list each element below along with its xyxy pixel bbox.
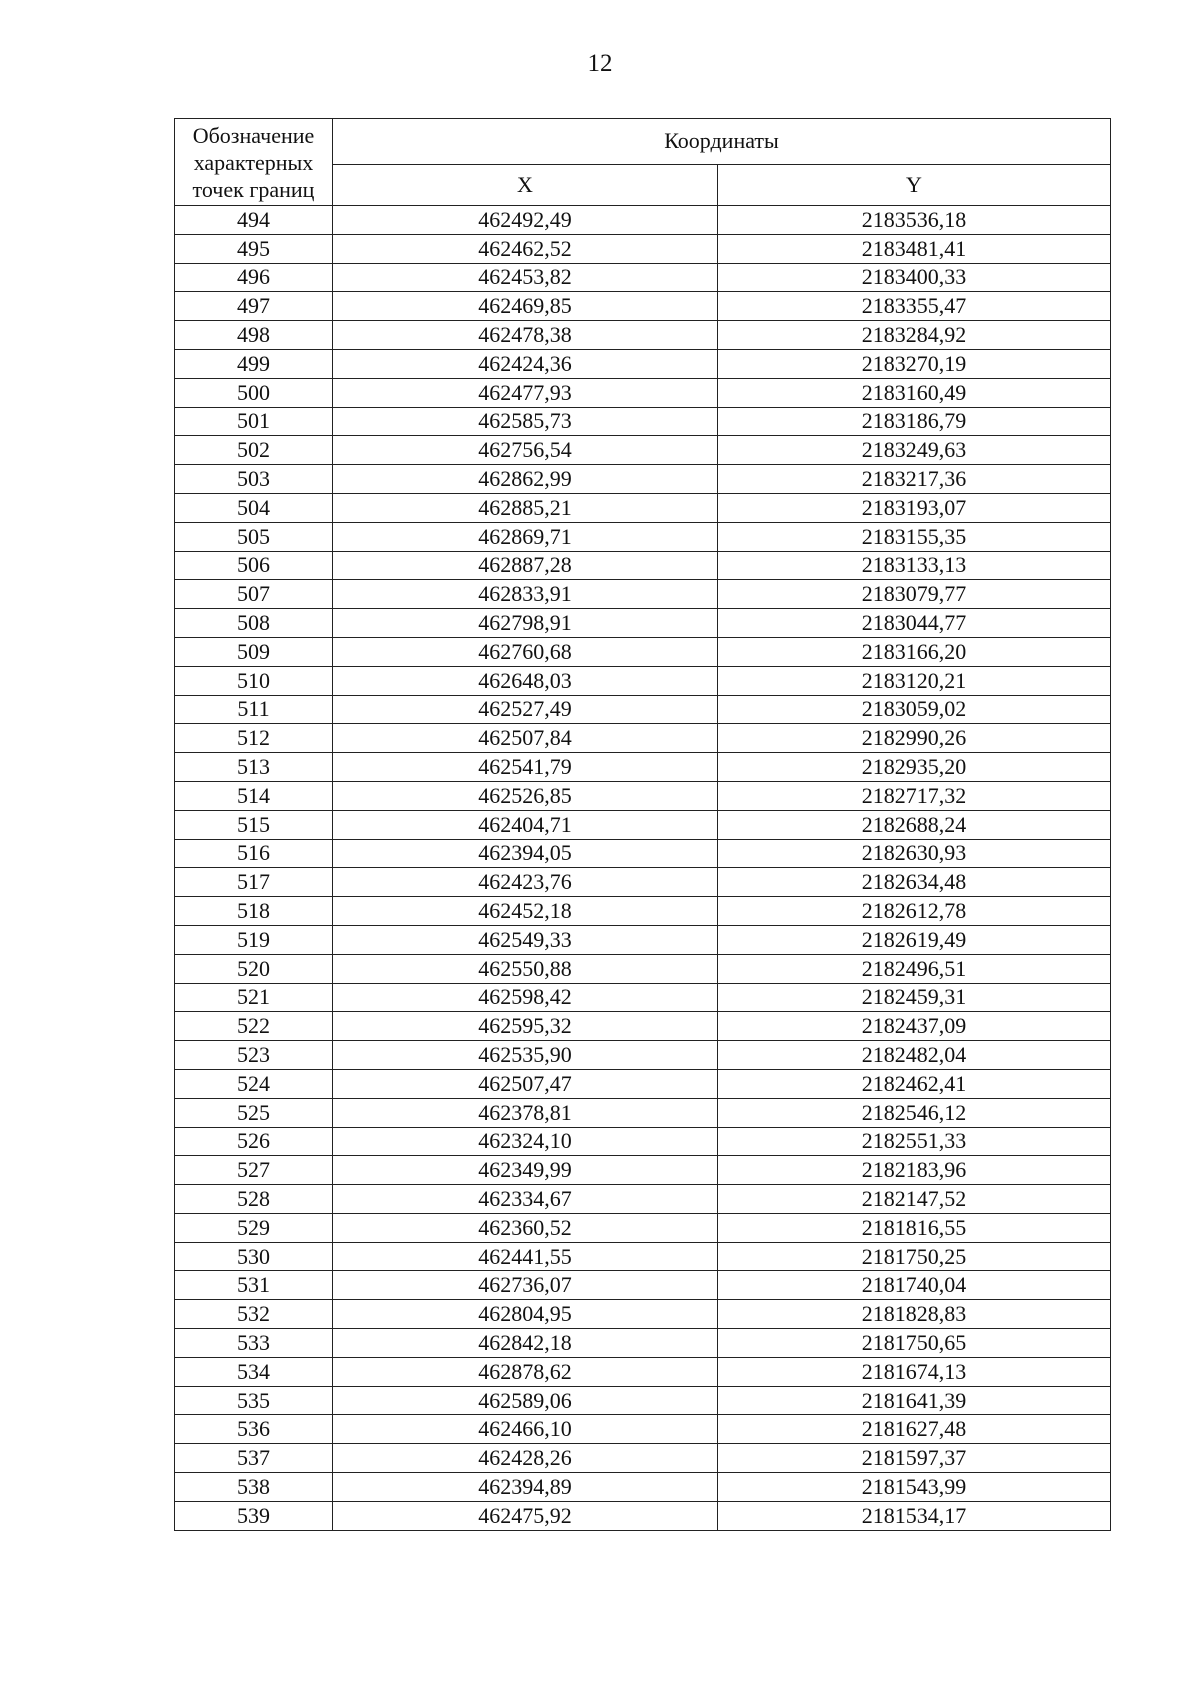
y-coordinate-cell: 2183193,07 xyxy=(718,493,1111,522)
y-coordinate-cell: 2181674,13 xyxy=(718,1357,1111,1386)
x-coordinate-cell: 462423,76 xyxy=(333,868,718,897)
point-number-cell: 504 xyxy=(175,493,333,522)
point-number-cell: 526 xyxy=(175,1127,333,1156)
table-row xyxy=(175,1041,1111,1070)
header-designation: Обозначение характерных точек границ xyxy=(175,119,333,206)
x-coordinate-cell: 462360,52 xyxy=(333,1213,718,1242)
y-coordinate-cell: 2182630,93 xyxy=(718,839,1111,868)
table-row xyxy=(175,810,1111,839)
y-coordinate-cell: 2181597,37 xyxy=(718,1444,1111,1473)
point-number-cell: 503 xyxy=(175,465,333,494)
table-row xyxy=(175,1185,1111,1214)
point-number-cell: 507 xyxy=(175,580,333,609)
y-coordinate-cell: 2183270,19 xyxy=(718,349,1111,378)
table-row xyxy=(175,1271,1111,1300)
point-number-cell: 496 xyxy=(175,263,333,292)
table-row xyxy=(175,321,1111,350)
y-coordinate-cell: 2183166,20 xyxy=(718,637,1111,666)
table-row xyxy=(175,206,1111,235)
x-coordinate-cell: 462452,18 xyxy=(333,897,718,926)
point-number-cell: 501 xyxy=(175,407,333,436)
x-coordinate-cell: 462469,85 xyxy=(333,292,718,321)
point-number-cell: 521 xyxy=(175,983,333,1012)
point-number-cell: 539 xyxy=(175,1501,333,1530)
table-row xyxy=(175,666,1111,695)
table-row xyxy=(175,349,1111,378)
table-row xyxy=(175,551,1111,580)
x-coordinate-cell: 462595,32 xyxy=(333,1012,718,1041)
point-number-cell: 528 xyxy=(175,1185,333,1214)
y-coordinate-cell: 2182634,48 xyxy=(718,868,1111,897)
y-coordinate-cell: 2181816,55 xyxy=(718,1213,1111,1242)
x-coordinate-cell: 462589,06 xyxy=(333,1386,718,1415)
x-coordinate-cell: 462541,79 xyxy=(333,753,718,782)
table-row xyxy=(175,436,1111,465)
table-row xyxy=(175,407,1111,436)
table-row xyxy=(175,580,1111,609)
point-number-cell: 535 xyxy=(175,1386,333,1415)
point-number-cell: 531 xyxy=(175,1271,333,1300)
point-number-cell: 498 xyxy=(175,321,333,350)
x-coordinate-cell: 462833,91 xyxy=(333,580,718,609)
y-coordinate-cell: 2181740,04 xyxy=(718,1271,1111,1300)
y-coordinate-cell: 2183355,47 xyxy=(718,292,1111,321)
point-number-cell: 527 xyxy=(175,1156,333,1185)
table-row xyxy=(175,1329,1111,1358)
table-row xyxy=(175,1300,1111,1329)
x-coordinate-cell: 462404,71 xyxy=(333,810,718,839)
x-coordinate-cell: 462453,82 xyxy=(333,263,718,292)
point-number-cell: 516 xyxy=(175,839,333,868)
table-row xyxy=(175,724,1111,753)
y-coordinate-cell: 2183217,36 xyxy=(718,465,1111,494)
x-coordinate-cell: 462324,10 xyxy=(333,1127,718,1156)
table-body xyxy=(175,206,1111,1531)
point-number-cell: 502 xyxy=(175,436,333,465)
table-row xyxy=(175,1012,1111,1041)
table-row xyxy=(175,868,1111,897)
point-number-cell: 538 xyxy=(175,1473,333,1502)
y-coordinate-cell: 2182437,09 xyxy=(718,1012,1111,1041)
point-number-cell: 537 xyxy=(175,1444,333,1473)
table-row xyxy=(175,695,1111,724)
table-row xyxy=(175,897,1111,926)
point-number-cell: 536 xyxy=(175,1415,333,1444)
point-number-cell: 512 xyxy=(175,724,333,753)
y-coordinate-cell: 2181543,99 xyxy=(718,1473,1111,1502)
table-row xyxy=(175,465,1111,494)
table-row xyxy=(175,493,1111,522)
x-coordinate-cell: 462598,42 xyxy=(333,983,718,1012)
y-coordinate-cell: 2182482,04 xyxy=(718,1041,1111,1070)
y-coordinate-cell: 2181534,17 xyxy=(718,1501,1111,1530)
point-number-cell: 522 xyxy=(175,1012,333,1041)
table-row xyxy=(175,1357,1111,1386)
x-coordinate-cell: 462349,99 xyxy=(333,1156,718,1185)
point-number-cell: 509 xyxy=(175,637,333,666)
point-number-cell: 524 xyxy=(175,1069,333,1098)
y-coordinate-cell: 2183155,35 xyxy=(718,522,1111,551)
y-coordinate-cell: 2182183,96 xyxy=(718,1156,1111,1185)
y-coordinate-cell: 2182147,52 xyxy=(718,1185,1111,1214)
x-coordinate-cell: 462887,28 xyxy=(333,551,718,580)
table-row xyxy=(175,839,1111,868)
y-coordinate-cell: 2181750,25 xyxy=(718,1242,1111,1271)
x-coordinate-cell: 462527,49 xyxy=(333,695,718,724)
y-coordinate-cell: 2183160,49 xyxy=(718,378,1111,407)
x-coordinate-cell: 462394,89 xyxy=(333,1473,718,1502)
point-number-cell: 519 xyxy=(175,925,333,954)
point-number-cell: 530 xyxy=(175,1242,333,1271)
y-coordinate-cell: 2183536,18 xyxy=(718,206,1111,235)
table-row xyxy=(175,1501,1111,1530)
x-coordinate-cell: 462549,33 xyxy=(333,925,718,954)
y-coordinate-cell: 2183400,33 xyxy=(718,263,1111,292)
table-row xyxy=(175,925,1111,954)
x-coordinate-cell: 462507,47 xyxy=(333,1069,718,1098)
y-coordinate-cell: 2181627,48 xyxy=(718,1415,1111,1444)
header-y: Y xyxy=(718,164,1111,205)
point-number-cell: 511 xyxy=(175,695,333,724)
point-number-cell: 506 xyxy=(175,551,333,580)
x-coordinate-cell: 462535,90 xyxy=(333,1041,718,1070)
x-coordinate-cell: 462477,93 xyxy=(333,378,718,407)
x-coordinate-cell: 462550,88 xyxy=(333,954,718,983)
point-number-cell: 495 xyxy=(175,234,333,263)
x-coordinate-cell: 462475,92 xyxy=(333,1501,718,1530)
x-coordinate-cell: 462334,67 xyxy=(333,1185,718,1214)
y-coordinate-cell: 2183059,02 xyxy=(718,695,1111,724)
x-coordinate-cell: 462736,07 xyxy=(333,1271,718,1300)
point-number-cell: 523 xyxy=(175,1041,333,1070)
coordinates-table xyxy=(174,118,1111,1531)
table-row xyxy=(175,234,1111,263)
table-header xyxy=(175,119,1111,206)
x-coordinate-cell: 462878,62 xyxy=(333,1357,718,1386)
x-coordinate-cell: 462648,03 xyxy=(333,666,718,695)
point-number-cell: 497 xyxy=(175,292,333,321)
table-row xyxy=(175,1386,1111,1415)
x-coordinate-cell: 462585,73 xyxy=(333,407,718,436)
table-row xyxy=(175,637,1111,666)
y-coordinate-cell: 2183079,77 xyxy=(718,580,1111,609)
table-row xyxy=(175,1444,1111,1473)
table-row xyxy=(175,954,1111,983)
y-coordinate-cell: 2181641,39 xyxy=(718,1386,1111,1415)
y-coordinate-cell: 2181750,65 xyxy=(718,1329,1111,1358)
header-x: X xyxy=(333,164,718,205)
table-row xyxy=(175,1098,1111,1127)
x-coordinate-cell: 462798,91 xyxy=(333,609,718,638)
x-coordinate-cell: 462885,21 xyxy=(333,493,718,522)
y-coordinate-cell: 2182717,32 xyxy=(718,781,1111,810)
point-number-cell: 518 xyxy=(175,897,333,926)
y-coordinate-cell: 2182612,78 xyxy=(718,897,1111,926)
point-number-cell: 513 xyxy=(175,753,333,782)
x-coordinate-cell: 462862,99 xyxy=(333,465,718,494)
point-number-cell: 500 xyxy=(175,378,333,407)
y-coordinate-cell: 2183133,13 xyxy=(718,551,1111,580)
x-coordinate-cell: 462842,18 xyxy=(333,1329,718,1358)
y-coordinate-cell: 2182990,26 xyxy=(718,724,1111,753)
table-row xyxy=(175,263,1111,292)
y-coordinate-cell: 2182688,24 xyxy=(718,810,1111,839)
table-row xyxy=(175,1473,1111,1502)
point-number-cell: 510 xyxy=(175,666,333,695)
header-coordinates: Координаты xyxy=(333,119,1111,165)
y-coordinate-cell: 2182546,12 xyxy=(718,1098,1111,1127)
x-coordinate-cell: 462466,10 xyxy=(333,1415,718,1444)
point-number-cell: 532 xyxy=(175,1300,333,1329)
page-number: 12 xyxy=(587,50,613,77)
point-number-cell: 525 xyxy=(175,1098,333,1127)
point-number-cell: 514 xyxy=(175,781,333,810)
table-row xyxy=(175,522,1111,551)
x-coordinate-cell: 462441,55 xyxy=(333,1242,718,1271)
x-coordinate-cell: 462394,05 xyxy=(333,839,718,868)
y-coordinate-cell: 2181828,83 xyxy=(718,1300,1111,1329)
x-coordinate-cell: 462507,84 xyxy=(333,724,718,753)
y-coordinate-cell: 2183284,92 xyxy=(718,321,1111,350)
table-row xyxy=(175,1213,1111,1242)
point-number-cell: 508 xyxy=(175,609,333,638)
y-coordinate-cell: 2182496,51 xyxy=(718,954,1111,983)
point-number-cell: 520 xyxy=(175,954,333,983)
point-number-cell: 494 xyxy=(175,206,333,235)
point-number-cell: 533 xyxy=(175,1329,333,1358)
point-number-cell: 529 xyxy=(175,1213,333,1242)
y-coordinate-cell: 2183120,21 xyxy=(718,666,1111,695)
table-row xyxy=(175,1127,1111,1156)
point-number-cell: 517 xyxy=(175,868,333,897)
point-number-cell: 515 xyxy=(175,810,333,839)
y-coordinate-cell: 2182619,49 xyxy=(718,925,1111,954)
table-row xyxy=(175,1156,1111,1185)
y-coordinate-cell: 2182462,41 xyxy=(718,1069,1111,1098)
table-row xyxy=(175,1242,1111,1271)
y-coordinate-cell: 2183044,77 xyxy=(718,609,1111,638)
table-row xyxy=(175,378,1111,407)
y-coordinate-cell: 2182935,20 xyxy=(718,753,1111,782)
table-row xyxy=(175,609,1111,638)
x-coordinate-cell: 462492,49 xyxy=(333,206,718,235)
x-coordinate-cell: 462760,68 xyxy=(333,637,718,666)
table-row xyxy=(175,781,1111,810)
table-row xyxy=(175,292,1111,321)
table-row xyxy=(175,1415,1111,1444)
table-row xyxy=(175,983,1111,1012)
x-coordinate-cell: 462756,54 xyxy=(333,436,718,465)
x-coordinate-cell: 462804,95 xyxy=(333,1300,718,1329)
point-number-cell: 505 xyxy=(175,522,333,551)
table-row xyxy=(175,1069,1111,1098)
x-coordinate-cell: 462428,26 xyxy=(333,1444,718,1473)
y-coordinate-cell: 2183186,79 xyxy=(718,407,1111,436)
x-coordinate-cell: 462478,38 xyxy=(333,321,718,350)
point-number-cell: 499 xyxy=(175,349,333,378)
table-row xyxy=(175,753,1111,782)
y-coordinate-cell: 2182551,33 xyxy=(718,1127,1111,1156)
x-coordinate-cell: 462424,36 xyxy=(333,349,718,378)
x-coordinate-cell: 462462,52 xyxy=(333,234,718,263)
y-coordinate-cell: 2182459,31 xyxy=(718,983,1111,1012)
x-coordinate-cell: 462869,71 xyxy=(333,522,718,551)
x-coordinate-cell: 462378,81 xyxy=(333,1098,718,1127)
point-number-cell: 534 xyxy=(175,1357,333,1386)
y-coordinate-cell: 2183481,41 xyxy=(718,234,1111,263)
y-coordinate-cell: 2183249,63 xyxy=(718,436,1111,465)
x-coordinate-cell: 462526,85 xyxy=(333,781,718,810)
